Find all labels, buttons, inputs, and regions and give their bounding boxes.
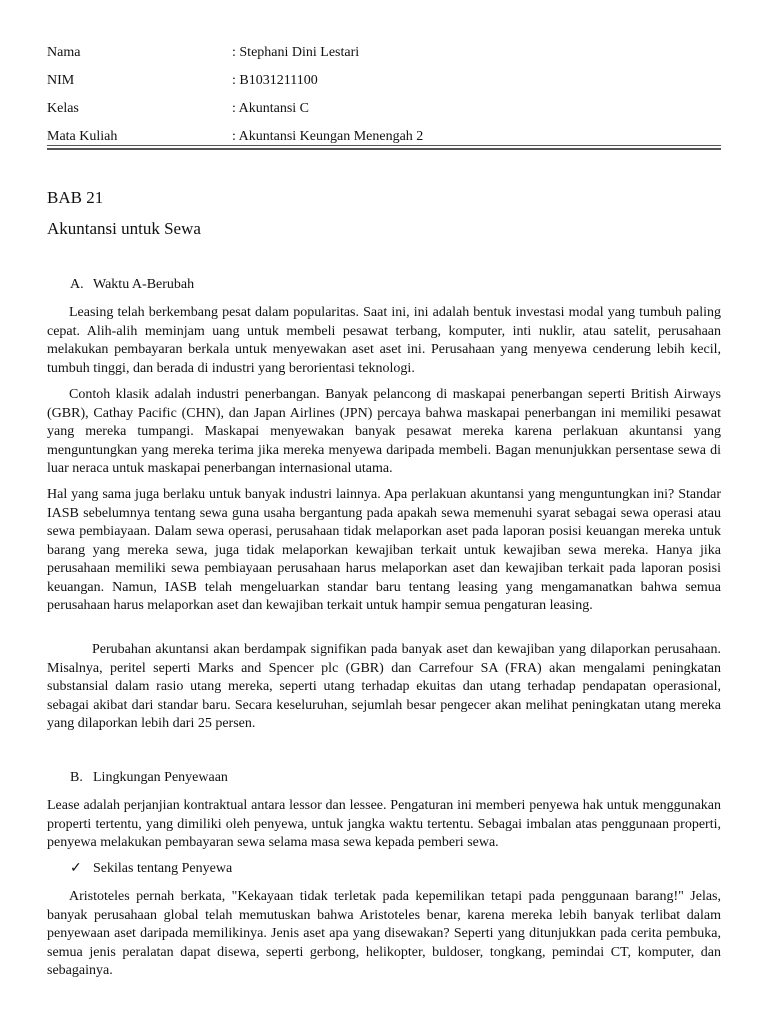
checklist-item bbox=[70, 860, 232, 878]
header-row-mata-kuliah bbox=[47, 128, 721, 146]
section-letter: B. bbox=[70, 770, 83, 785]
paragraph: Perubahan akuntansi akan berdampak signifikan pada banyak aset dan kewajiban yang dilaporkan perusahaan. Misalnya, peritel seperti Marks and Spencer plc (GBR) dan Carrefour SA (FRA) akan mengalami peningkatan substansial dalam rasio utang mereka, seperti utang terhadap ekuitas dan utang terhadap pendapatan operasional, sebagai akibat dari standar baru. Secara keseluruhan, sejumlah besar pengecer akan melihat peningkatan utang mereka yang dilaporkan lebih dari 25 persen. bbox=[47, 642, 721, 731]
paragraph: Hal yang sama juga berlaku untuk banyak industri lainnya. Apa perlakuan akuntansi yang menguntungkan ini? Standar IASB sebelumnya tentang sewa guna usaha bergantung pada apakah sewa memenuhi syarat sebagai sewa operasi atau sewa pembiayaan. Dalam sewa operasi, perusahaan tidak melaporkan aset pada laporan posisi keuangan mereka untuk barang yang mereka sewa, juga tidak melaporkan kewajiban terkait untuk kewajiban sewa mereka. Hanya jika perusahaan memiliki sewa pembiayaan perusahaan harus melaporkan aset dan kewajiban terkait pada laporan posisi keuangan. Namun, IASB telah mengeluarkan standar baru tentang leasing yang mengamanatkan bahwa semua perusahaan harus melaporkan aset dan kewajiban terkait untuk hampir semua pengaturan leasing. bbox=[47, 487, 721, 613]
chapter-title: Akuntansi untuk Sewa bbox=[47, 219, 201, 238]
paragraph: Leasing telah berkembang pesat dalam popularitas. Saat ini, ini adalah bentuk investasi modal yang tumbuh paling cepat. Alih-alih meminjam uang untuk membeli pesawat terbang, komputer, inti nuklir, atau satelit, perusahaan melakukan pembayaran berkala untuk menyewakan aset aset ini. Perusahaan yang menyewa cenderung lebih kecil, tumbuh tinggi, dan berada di industri yang berorientasi teknologi. bbox=[47, 305, 721, 376]
header-row-kelas bbox=[47, 100, 721, 118]
chapter-number: BAB 21 bbox=[47, 188, 104, 207]
checklist-label: Sekilas tentang Penyewa bbox=[93, 861, 233, 876]
section-b-heading bbox=[70, 769, 228, 787]
checkmark-icon: ✓ bbox=[70, 861, 82, 876]
header-value: : B1031211100 bbox=[232, 73, 318, 88]
header-label: Mata Kuliah bbox=[47, 129, 118, 144]
section-a-heading bbox=[70, 276, 194, 294]
paragraph: Contoh klasik adalah industri penerbangan. Banyak pelancong di maskapai penerbangan seperti British Airways (GBR), Cathay Pacific (CHN), dan Japan Airlines (JPN) percaya bahwa maskapai penerbangan ini memiliki pesawat yang mereka tumpangi. Maskapai menyewakan banyak pesawat mereka karena perlakuan akuntansi yang menguntungkan yang mereka terima jika mereka menyewa daripada membeli. Bagan menunjukkan persentase sewa di luar neraca untuk maskapai penerbangan internasional utama. bbox=[47, 387, 721, 476]
header-label: Nama bbox=[47, 45, 81, 60]
header-row-nim bbox=[47, 72, 721, 90]
section-heading-text: Lingkungan Penyewaan bbox=[93, 770, 228, 785]
section-letter: A. bbox=[70, 277, 84, 292]
header-divider-thick bbox=[47, 148, 721, 150]
header-value: : Akuntansi C bbox=[232, 101, 310, 116]
header-divider bbox=[47, 145, 721, 146]
paragraph: Lease adalah perjanjian kontraktual antara lessor dan lessee. Pengaturan ini memberi penyewa hak untuk menggunakan properti tertentu, yang dimiliki oleh penyewa, untuk jangka waktu tertentu. Sebagai imbalan atas penggunaan properti, penyewa melakukan pembayaran sewa selama masa sewa kepada pemberi sewa. bbox=[47, 798, 721, 850]
header-value: : Akuntansi Keungan Menengah 2 bbox=[232, 129, 424, 144]
paragraph: Aristoteles pernah berkata, "Kekayaan tidak terletak pada kepemilikan tetapi pada penggunaan barang!" Jelas, banyak perusahaan global telah memutuskan bahwa Aristoteles benar, karena mereka lebih banyak terlibat dalam penyewaan aset daripada memilikinya. Jenis aset apa yang disewakan? Seperti yang ditunjukkan pada cerita pembuka, semua jenis peralatan dapat disewa, seperti gerbong, helikopter, buldoser, tongkang, pemindai CT, komputer, dan sebagainya. bbox=[47, 889, 721, 978]
section-heading-text: Waktu A-Berubah bbox=[93, 277, 195, 292]
header-label: Kelas bbox=[47, 101, 79, 116]
header-row-nama bbox=[47, 44, 721, 62]
header-label: NIM bbox=[47, 73, 75, 88]
header-value: : Stephani Dini Lestari bbox=[232, 45, 360, 60]
